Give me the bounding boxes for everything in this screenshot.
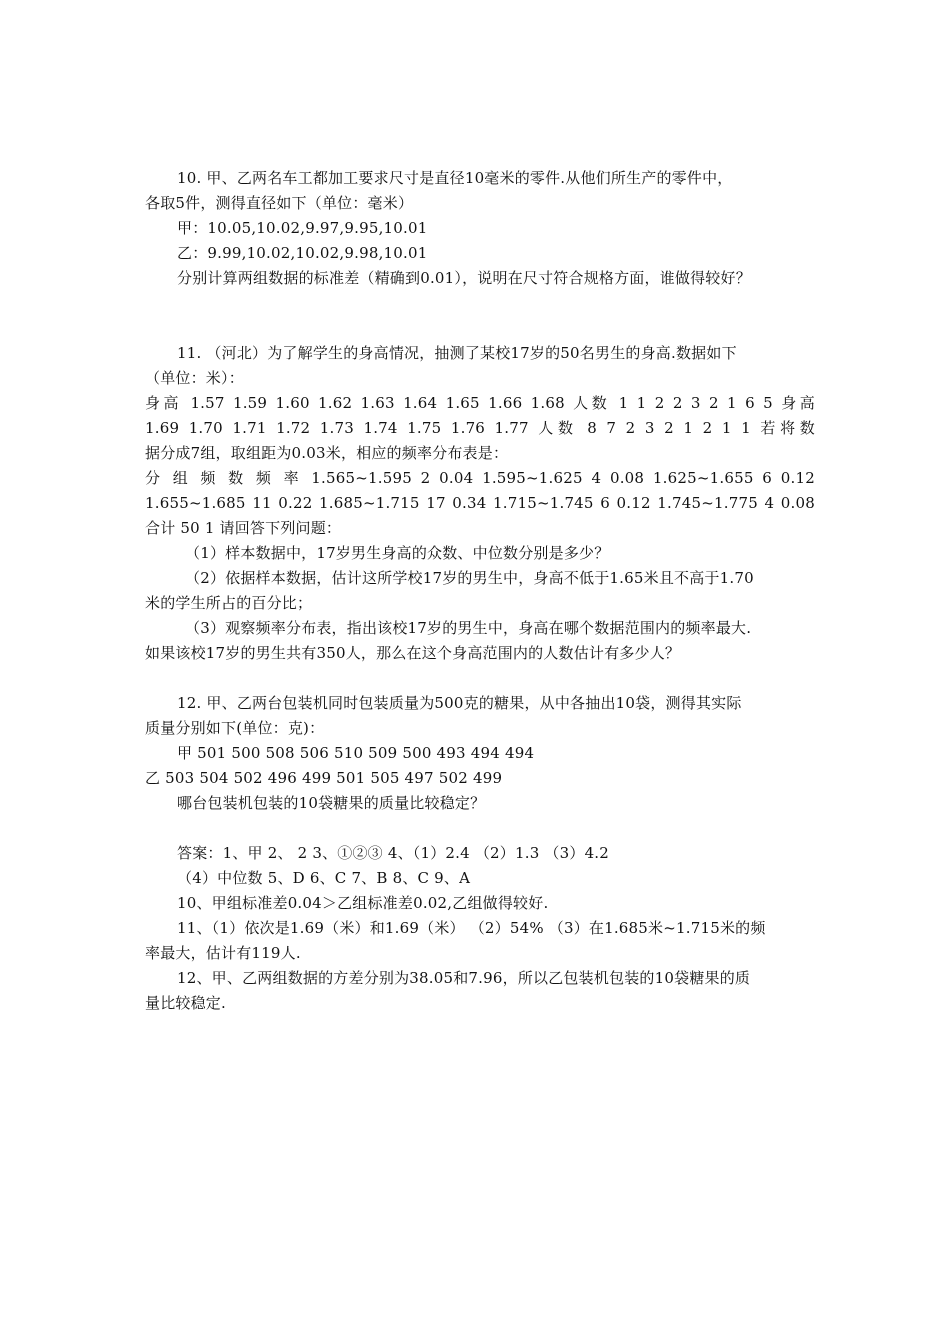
q11-line-1: 11. （河北）为了解学生的身高情况，抽测了某校17岁的50名男生的身高.数据如下	[177, 344, 737, 362]
q11-sub-question-3-cont: 如果该校17岁的男生共有350人，那么在这个身高范围内的人数估计有多少人？	[145, 644, 681, 662]
q12-line-1: 12. 甲、乙两台包装机同时包装质量为500克的糖果，从中各抽出10袋，测得其实际	[177, 694, 742, 712]
answers-line-7: 量比较稳定.	[145, 994, 226, 1012]
q11-freq-table-2: 1.655~1.685 11 0.22 1.685~1.715 17 0.34 1.715~1.745 6 0.12 1.745~1.775 4 0.08	[145, 494, 815, 512]
q10-yi-data: 乙：9.99,10.02,10.02,9.98,10.01	[177, 244, 428, 262]
answers-line-4: 11、（1）依次是1.69（米）和1.69（米） （2）54% （3）在1.685米~1.715米的频	[177, 919, 766, 937]
q11-sub-question-2: （2）依据样本数据，估计这所学校17岁的男生中，身高不低于1.65米且不高于1.70	[185, 569, 754, 587]
answers-line-1: 答案：1、甲 2、 2 3、①②③ 4、（1）2.4 （2）1.3 （3）4.2	[177, 844, 610, 862]
q10-jia-data: 甲：10.05,10.02,9.97,9.95,10.01	[177, 219, 428, 237]
answers-line-2: （4）中位数 5、D 6、C 7、B 8、C 9、A	[177, 869, 471, 887]
q12-jia-data: 甲 501 500 508 506 510 509 500 493 494 494	[177, 744, 535, 762]
q11-height-data-1: 身高 1.57 1.59 1.60 1.62 1.63 1.64 1.65 1.66 1.68 人数 1 1 2 2 3 2 1 6 5 身高	[145, 394, 815, 412]
answers-line-6: 12、甲、乙两组数据的方差分别为38.05和7.96，所以乙包装机包装的10袋糖果的质	[177, 969, 751, 987]
q11-height-data-2: 1.69 1.70 1.71 1.72 1.73 1.74 1.75 1.76 1.77 人数 8 7 2 3 2 1 2 1 1 若将数	[145, 419, 815, 437]
q11-sub-question-3: （3）观察频率分布表，指出该校17岁的男生中，身高在哪个数据范围内的频率最大.	[185, 619, 752, 637]
q11-line-5: 据分成7组，取组距为0.03米，相应的频率分布表是：	[145, 444, 509, 462]
q11-line-2: （单位：米）：	[145, 369, 244, 387]
answers-line-5: 率最大，估计有119人.	[145, 944, 301, 962]
answers-line-3: 10、甲组标准差0.04＞乙组标准差0.02,乙组做得较好.	[177, 894, 549, 912]
q11-sub-question-1: （1）样本数据中，17岁男生身高的众数、中位数分别是多少？	[185, 544, 610, 562]
q10-line-2: 各取5件，测得直径如下（单位：毫米）	[145, 194, 414, 212]
q11-sub-question-2-cont: 米的学生所占的百分比；	[145, 594, 313, 612]
q10-line-1: 10. 甲、乙两名车工都加工要求尺寸是直径10毫米的零件.从他们所生产的零件中，	[177, 169, 733, 187]
q10-question: 分别计算两组数据的标准差（精确到0.01），说明在尺寸符合规格方面，谁做得较好？	[177, 269, 751, 287]
q11-line-8: 合计 50 1 请回答下列问题：	[145, 519, 342, 537]
q11-freq-table-1: 分 组 频 数 频 率 1.565~1.595 2 0.04 1.595~1.625 4 0.08 1.625~1.655 6 0.12	[145, 469, 815, 487]
q12-question: 哪台包装机包装的10袋糖果的质量比较稳定？	[177, 794, 486, 812]
q12-line-2: 质量分别如下(单位：克)：	[145, 719, 325, 737]
q12-yi-data: 乙 503 504 502 496 499 501 505 497 502 499	[145, 769, 503, 787]
